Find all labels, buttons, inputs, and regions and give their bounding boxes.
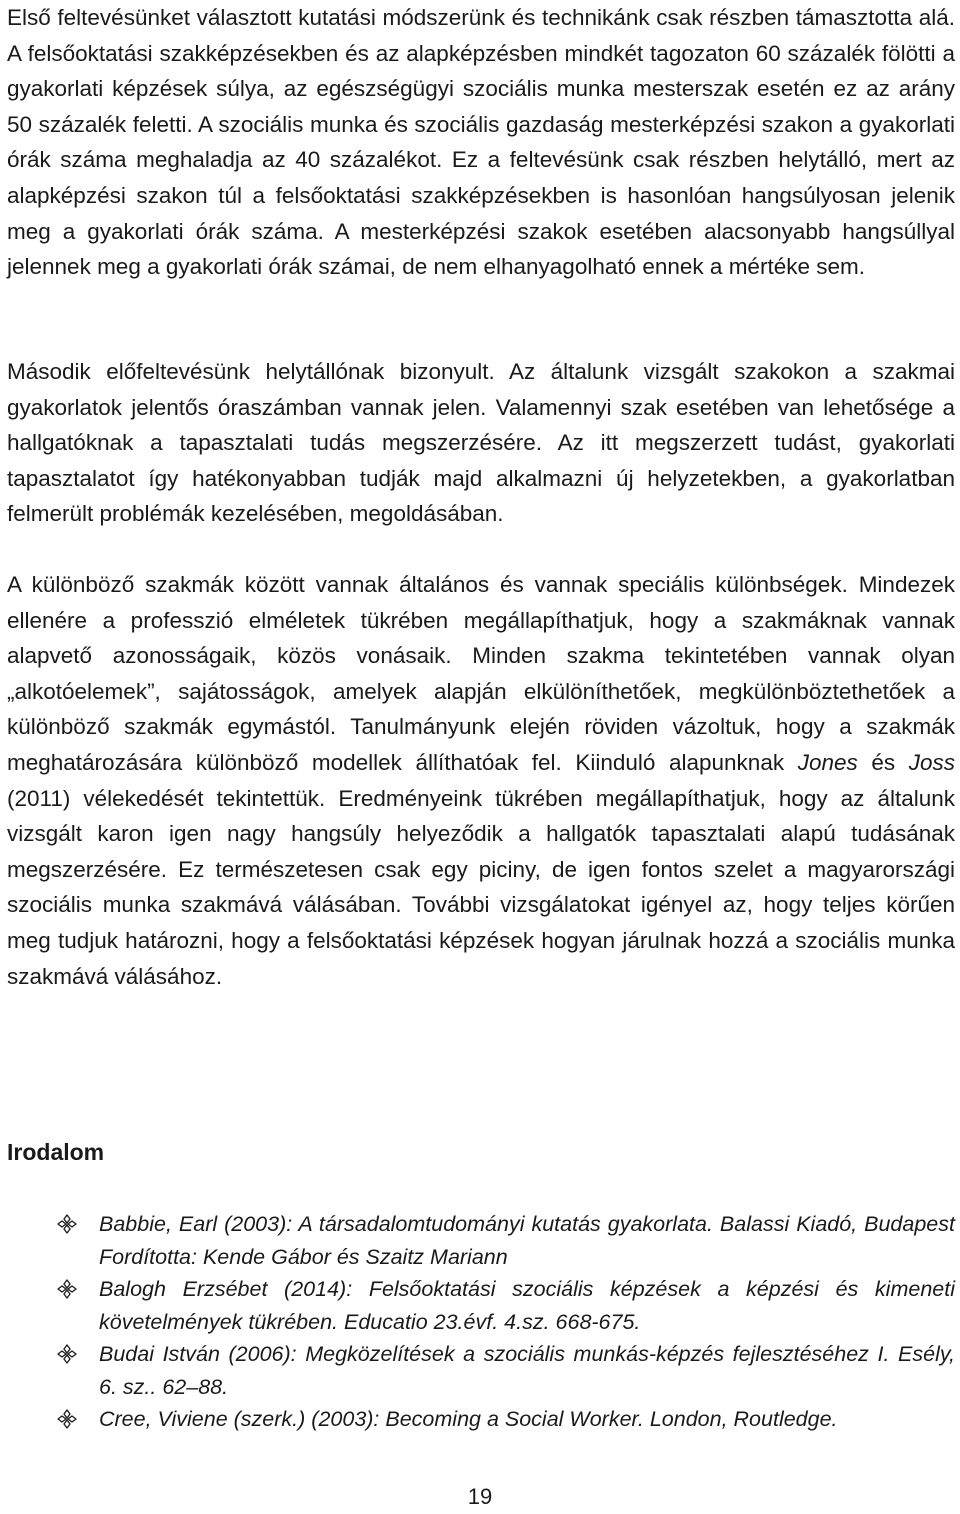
reference-item (7, 1338, 955, 1403)
paragraph-hypothesis-two: Második előfeltevésünk helytállónak bizonyult. Az általunk vizsgált szakokon a szakmai gyakorlatok jelentős óraszámban vannak jelen. Valamennyi szak esetében van lehetősége a hallgatóknak a tapasztalati tudás megszerzésére. Az itt megszerzett tudást, gyakorlati tapasztalatot így hatékonyabban tudják majd alkalmazni új helyzetekben, a gyakorlatban felmerült problémák kezelésében, megoldásában. (7, 359, 955, 527)
reference-text: Budai István (2006): Megközelítések a szociális munkás-képzés fejlesztéséhez I. Esély, 6. sz.. 62–88. (99, 1342, 955, 1399)
four-diamond-bullet-icon (57, 1344, 77, 1364)
reference-text: Babbie, Earl (2003): A társadalomtudományi kutatás gyakorlata. Balassi Kiadó, Budapest Fordította: Kende Gábor és Szaitz Mariann (99, 1212, 955, 1269)
author-joss: Joss (908, 749, 955, 775)
conclusion-text-start: A különböző szakmák között vannak általános és vannak speciális különbségek. Mindezek ellenére a professzió elméletek tükrében megállapíthatjuk, hogy a szakmáknak vannak alapvető azonosságaik, közös vonásaik. Minden szakma tekintetében vannak olyan „alkotóelemek”, sajátosságok, amelyek alapján elkülöníthetőek, megkülönböztethetőek a különböző szakmák egymástól. Tanulmányunk elején röviden vázoltuk, hogy a szakmák meghatározására különböző modellek állíthatóak fel. Kiinduló alapunknak (7, 572, 955, 775)
reference-item (7, 1403, 955, 1436)
references-heading: Irodalom (7, 1139, 105, 1165)
conclusion-and: és (857, 749, 909, 775)
reference-list (7, 1208, 955, 1436)
four-diamond-bullet-icon (57, 1279, 77, 1299)
conclusion-text-end: (2011) vélekedését tekintettük. Eredményeink tükrében megállapíthatjuk, hogy az általunk vizsgált karon igen nagy hangsúly helyeződik a hallgatók tapasztalati alapú tudásának megszerzésére. Ez természetesen csak egy piciny, de igen fontos szelet a magyarországi szociális munka szakmává válásában. További vizsgálatokat igényel az, hogy teljes körűen meg tudjuk határozni, hogy a felsőoktatási képzések hogyan járulnak hozzá a szociális munka szakmává válásához. (7, 785, 955, 989)
paragraph-conclusion (7, 567, 955, 994)
reference-item (7, 1208, 955, 1273)
four-diamond-bullet-icon (57, 1409, 77, 1429)
reference-item (7, 1273, 955, 1338)
paragraph-hypothesis-one: Első feltevésünket választott kutatási módszerünk és technikánk csak részben támasztotta alá. A felsőoktatási szakképzésekben és az alapképzésben mindkét tagozaton 60 százalék fölötti a gyakorlati képzések súlya, az egészségügyi szociális munka mesterszak esetén ez az arány 50 százalék feletti. A szociális munka és szociális gazdaság mesterképzési szakon a gyakorlati órák száma meghaladja az 40 százalékot. Ez a feltevésünk csak részben helytálló, mert az alapképzési szakon túl a felsőoktatási szakképzésekben is hasonlóan hangsúlyosan jelenik meg a gyakorlati órák száma. A mesterképzési szakok esetében alacsonyabb hangsúllyal jelennek meg a gyakorlati órák számai, de nem elhanyagolható ennek a mértéke sem. (7, 5, 955, 280)
page-number: 19 (467, 1484, 493, 1509)
reference-text: Balogh Erzsébet (2014): Felsőoktatási szociális képzések a képzési és kimeneti követelmények tükrében. Educatio 23.évf. 4.sz. 668-675. (99, 1277, 955, 1334)
four-diamond-bullet-icon (57, 1214, 77, 1234)
reference-text: Cree, Viviene (szerk.) (2003): Becoming a Social Worker. London, Routledge. (99, 1407, 838, 1431)
author-jones: Jones (797, 749, 858, 775)
